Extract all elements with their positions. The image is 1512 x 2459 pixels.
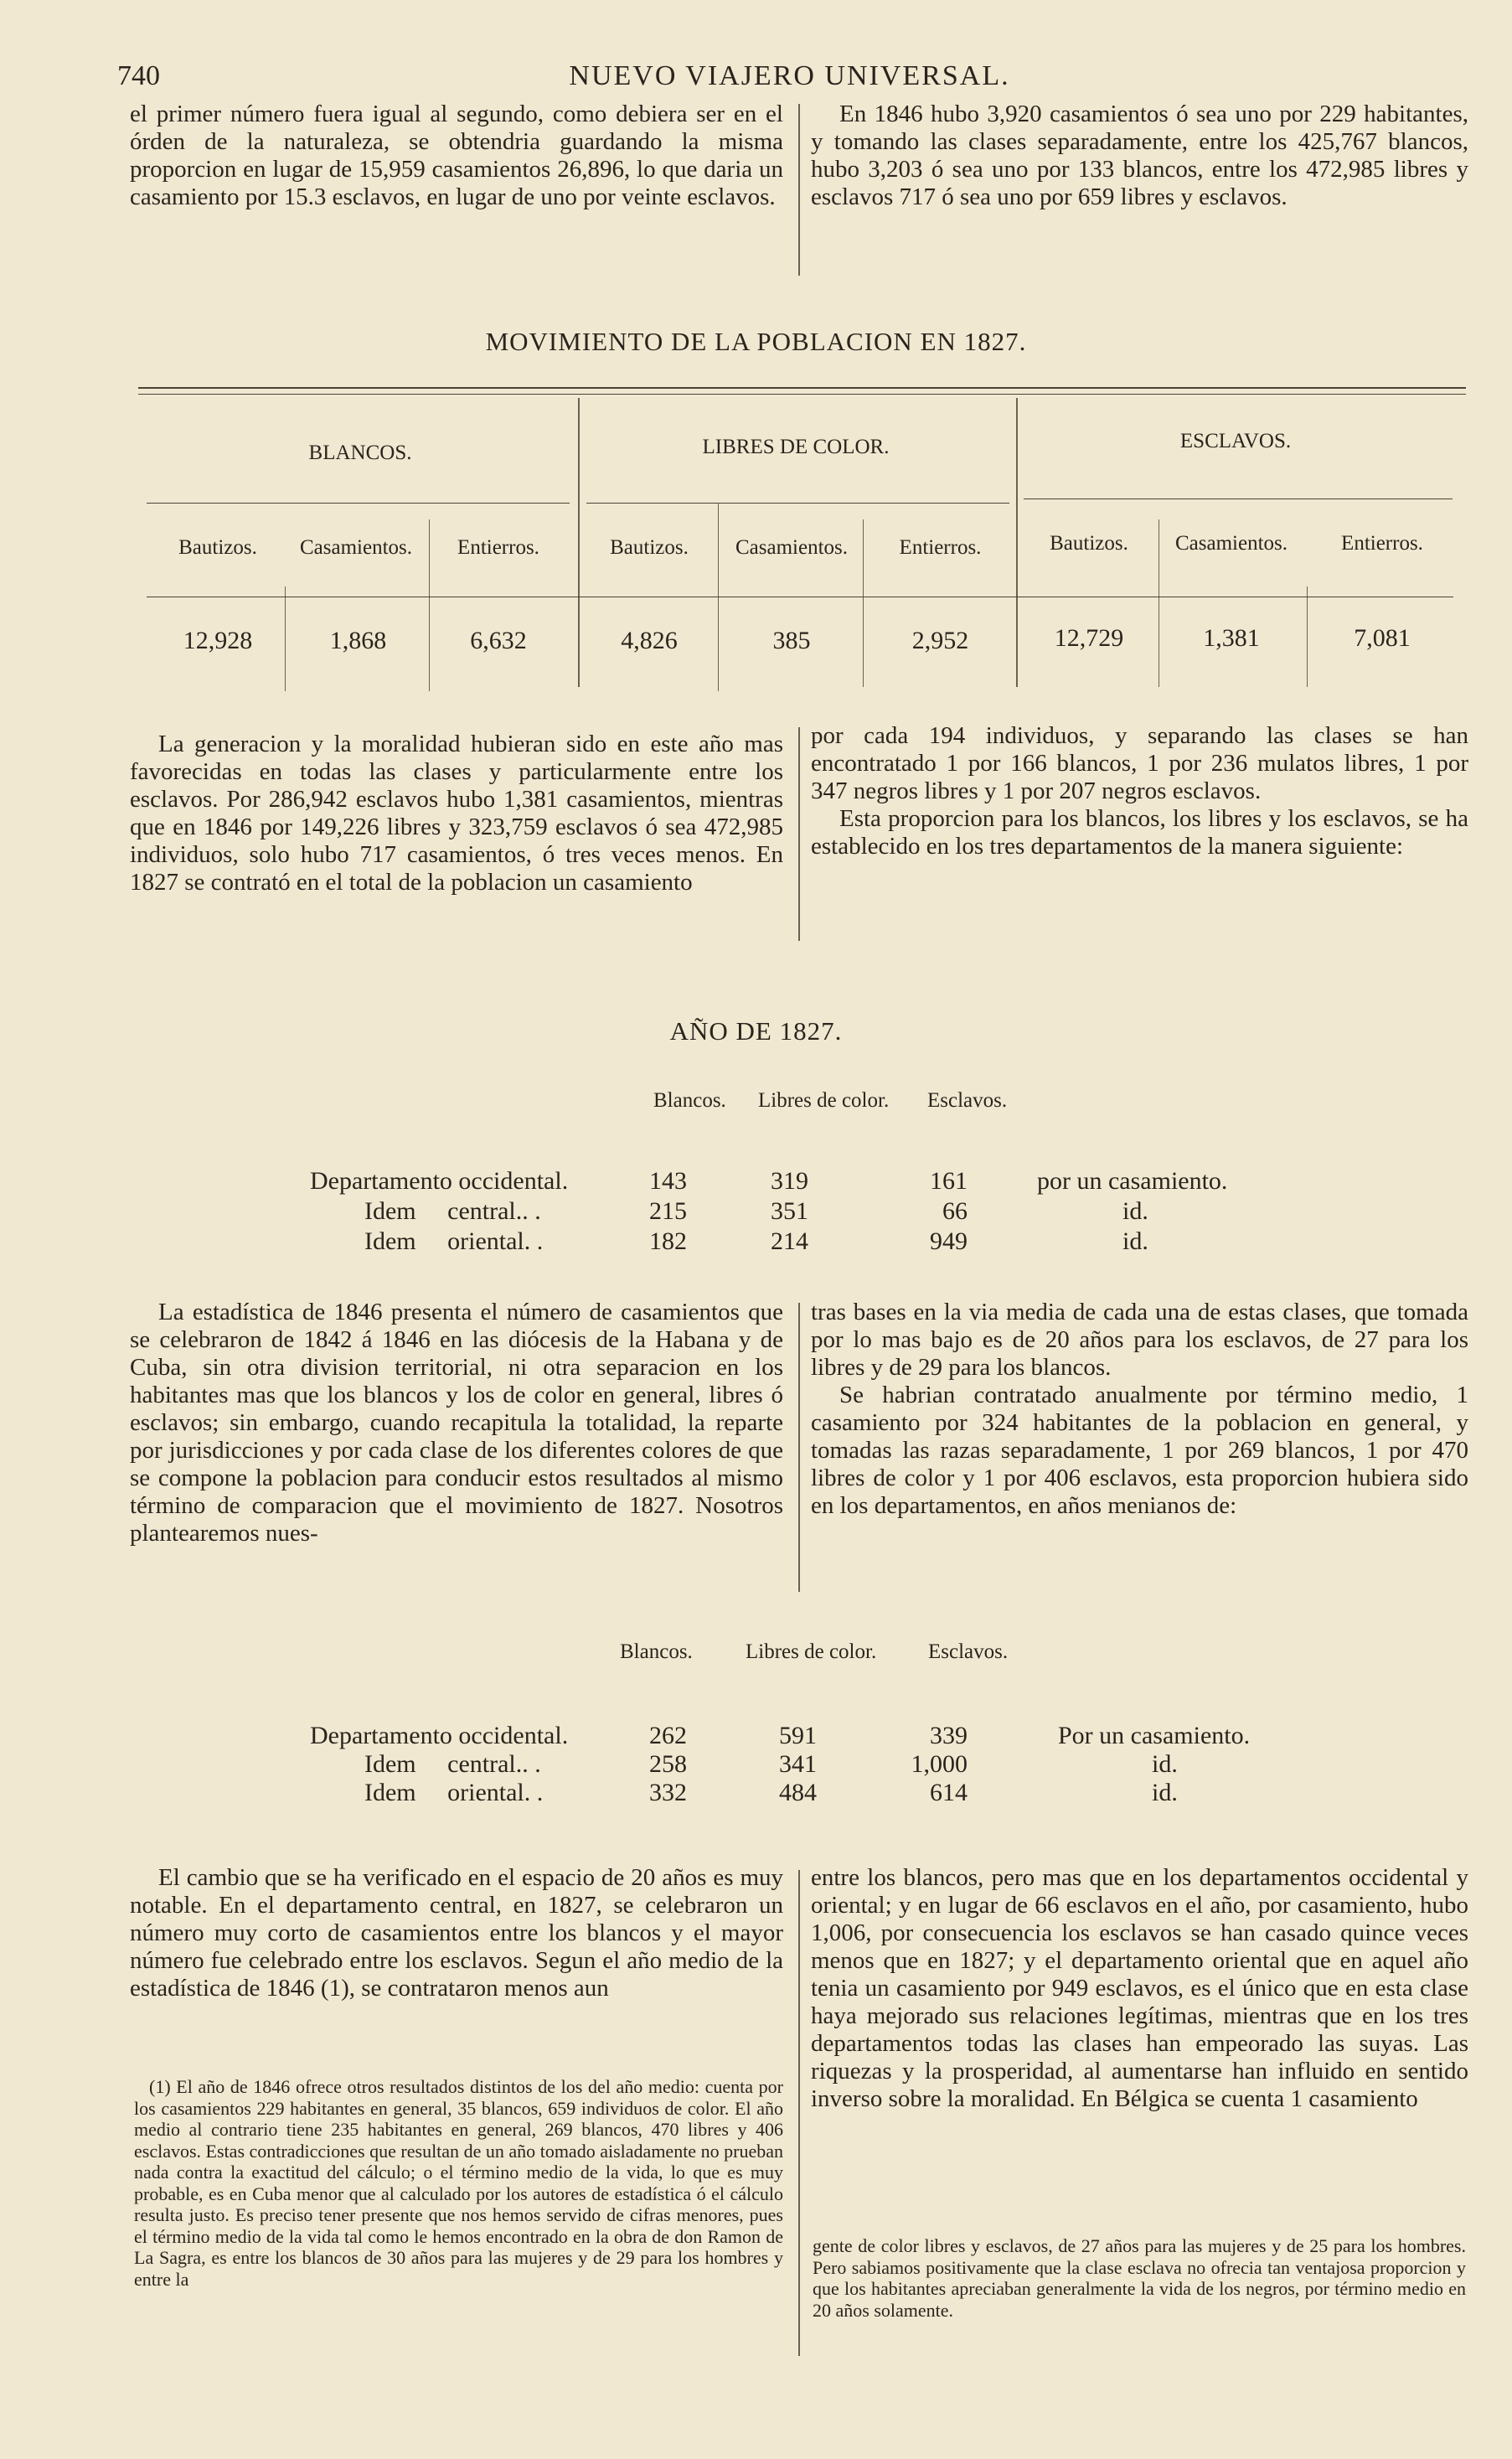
cell-blancos: 215 (649, 1197, 687, 1225)
col-head: Blancos. (620, 1640, 693, 1663)
cell-libres: 319 (771, 1167, 808, 1195)
value-cell: 1,381 (1203, 624, 1260, 652)
row-tail: por un casamiento. (1037, 1167, 1228, 1195)
row-label: Departamento occidental. (310, 1722, 569, 1749)
subhead: Bautizos. (1050, 532, 1128, 555)
page-number: 740 (117, 60, 160, 91)
group-header-libres: LIBRES DE COLOR. (702, 436, 890, 458)
paragraph: tras bases en la via media de cada una de estas clases, que tomada por lo mas bajo es de 20 años para los esclavos, de 27 para los libres y de 29 para los blancos. (811, 1299, 1468, 1381)
subhead: Entierros. (1341, 532, 1423, 555)
cell-blancos: 143 (649, 1167, 687, 1195)
table-top-rule-thin (138, 394, 1466, 395)
paragraph: El cambio que se ha verificado en el espacio de 20 años es muy notable. En el departamento central, en 1827, se celebraron un número muy corto de casamientos entre los blancos y el mayor número fue celebrado entre los esclavos. Segun el año medio de la estadística de 1846 (1), se contrataron menos aun (130, 1864, 783, 2002)
value-cell: 4,826 (621, 627, 678, 654)
subhead: Entierros. (899, 536, 982, 559)
table3-body (310, 1722, 1399, 1814)
value-cell: 385 (772, 627, 811, 654)
cell-divider (429, 519, 430, 691)
subhead: Bautizos. (610, 536, 689, 559)
subhead: Bautizos. (178, 536, 257, 559)
mid-right-column (811, 722, 1468, 860)
paragraph: por cada 194 individuos, y separando las clases se han encontratado 1 por 166 blancos, 1 por 236 mulatos libres, 1 por 347 negros libres y 1 por 207 negros esclavos. (811, 722, 1468, 804)
table-row (310, 1722, 1399, 1750)
running-title: NUEVO VIAJERO UNIVERSAL. (569, 60, 1010, 91)
row-tail: id. (1122, 1227, 1148, 1255)
cell-esclavos: 66 (942, 1197, 968, 1225)
cell-divider (863, 519, 864, 687)
paragraph: En 1846 hubo 3,920 casamientos ó sea uno por 229 habitantes, y tomando las clases separadamente, entre los 425,767 blancos, hubo 3,203 ó sea uno por 133 blancos, entre los 472,985 libres y esclavos 717 ó sea uno por 659 libres y esclavos. (811, 101, 1468, 210)
row-label: Departamento occidental. (310, 1167, 569, 1195)
cell-blancos: 332 (649, 1779, 687, 1806)
cell-divider (285, 586, 286, 691)
value-cell: 6,632 (470, 627, 527, 654)
column-rule (798, 1870, 800, 2356)
cell-libres: 484 (779, 1779, 817, 1806)
value-cell: 7,081 (1354, 624, 1411, 652)
top-left-column (130, 101, 783, 211)
row-label: Idem central.. . (364, 1197, 541, 1225)
col-head: Esclavos. (928, 1640, 1009, 1663)
cell-blancos: 182 (649, 1227, 687, 1255)
running-header (117, 60, 1462, 94)
cell-divider (1307, 586, 1308, 687)
row-tail: id. (1122, 1197, 1148, 1225)
table-row (310, 1227, 1399, 1256)
table2-title: AÑO DE 1827. (669, 1016, 843, 1046)
value-cell: 2,952 (911, 627, 969, 654)
group-rule (586, 503, 1009, 504)
table-top-rule (138, 387, 1466, 389)
row-tail: Por un casamiento. (1058, 1722, 1251, 1749)
cell-libres: 214 (771, 1227, 808, 1255)
cell-libres: 351 (771, 1197, 808, 1225)
col-head: Esclavos. (927, 1089, 1008, 1112)
subhead: Casamientos. (735, 536, 848, 559)
column-rule (798, 1303, 800, 1592)
p3-left-column (130, 1299, 783, 1547)
bottom-left-column (130, 1864, 783, 2002)
value-cell: 12,729 (1054, 624, 1124, 652)
cell-esclavos: 949 (930, 1227, 968, 1255)
col-head: Blancos. (653, 1089, 726, 1112)
subhead: Entierros. (457, 536, 539, 559)
table-row (310, 1167, 1399, 1196)
row-tail: id. (1152, 1750, 1178, 1778)
col-head: Libres de color. (746, 1640, 877, 1663)
group-divider (1016, 398, 1018, 687)
cell-libres: 591 (779, 1722, 817, 1749)
table2-body (310, 1167, 1399, 1259)
group-header-esclavos: ESCLAVOS. (1179, 430, 1292, 452)
cell-esclavos: 1,000 (911, 1750, 968, 1778)
bottom-right-column (811, 1864, 1468, 2113)
p3-right-column (811, 1299, 1468, 1520)
paragraph: Se habrian contratado anualmente por término medio, 1 casamiento por 324 habitantes de la poblacion en general, y tomadas las razas separadamente, 1 por 269 blancos, 1 por 470 libres de color y 1 por 406 esclavos, esta proporcion hubiera sido en los departamentos, en años menianos de: (811, 1382, 1468, 1519)
subhead: Casamientos. (1174, 532, 1288, 555)
cell-esclavos: 339 (930, 1722, 968, 1749)
table-row (310, 1779, 1399, 1807)
group-rule (147, 503, 570, 504)
cell-esclavos: 161 (930, 1167, 968, 1195)
subhead: Casamientos. (299, 536, 412, 559)
paragraph: La generacion y la moralidad hubieran sido en este año mas favorecidas en todas las clases y particularmente entre los esclavos. Por 286,942 esclavos hubo 1,381 casamientos, mientras que en 1846 por 149,226 libres y 323,759 esclavos ó sea 472,985 individuos, solo hubo 717 casamientos, ó tres veces menos. En 1827 se contrató en el total de la poblacion un casamiento (130, 731, 783, 896)
cell-blancos: 262 (649, 1722, 687, 1749)
footnote: gente de color libres y esclavos, de 27 años para las mujeres y de 25 para los hombres. Pero sabiamos positivamente que la clase esclava no ofrecia tan ventajosa proporcion y que los habitantes apreciaban generalmente la vida de los negros, por término medio en 20 años solamente. (813, 2235, 1466, 2321)
table-row (310, 1750, 1399, 1779)
row-label: Idem oriental. . (364, 1227, 544, 1255)
value-cell: 12,928 (183, 627, 253, 654)
col-head: Libres de color. (758, 1089, 890, 1112)
cell-esclavos: 614 (930, 1779, 968, 1806)
mid-left-column (130, 731, 783, 896)
column-rule (798, 104, 800, 276)
value-cell: 1,868 (329, 627, 387, 654)
row-label: Idem oriental. . (364, 1779, 544, 1806)
paragraph: Esta proporcion para los blancos, los libres y los esclavos, se ha establecido en los tres departamentos de la manera siguiente: (811, 805, 1468, 860)
cell-libres: 341 (779, 1750, 817, 1778)
footnote-right (813, 2235, 1466, 2321)
footnote: (1) El año de 1846 ofrece otros resultados distintos de los del año medio: cuenta por los casamientos 229 habitantes en general, 35 blancos, 659 individuos de color. El año medio al contrario tiene 235 habitantes en general, 269 blancos, 470 libres y 406 esclavos. Estas contradicciones que resultan de un año tomado aisladamente no prueban nada contra la exactitud del cálculo; o el término medio de la vida, lo que es muy probable, es en Cuba menor que al calculado por los autores de estadística ó el cálculo resulta justo. Es preciso tener presente que nos hemos servido de cifras menores, pues el término medio de la vida tal como le hemos encontrado en la obra de don Ramon de La Sagra, es entre los blancos de 30 años para las mujeres y de 29 para los hombres y entre la (134, 2076, 783, 2290)
paragraph: La estadística de 1846 presenta el número de casamientos que se celebraron de 1842 á 1846 en las diócesis de la Habana y de Cuba, sin otra division territorial, ni otra separacion en los habitantes mas que los blancos y los de color en general, libres ó esclavos; sin embargo, cuando recapitula la totalidad, la reparte por jurisdicciones y por cada clase de los diferentes colores de que se compone la poblacion para conducir estos resultados al mismo término de comparacion que el movimiento de 1827. Nosotros plantearemos nues- (130, 1299, 783, 1547)
table1-title: MOVIMIENTO DE LA POBLACION EN 1827. (485, 327, 1027, 356)
group-header-blancos: BLANCOS. (308, 442, 412, 464)
row-label: Idem central.. . (364, 1750, 541, 1778)
footnote-left (134, 2076, 783, 2290)
paragraph: el primer número fuera igual al segundo, como debiera ser en el órden de la naturaleza, se obtendria guardando la misma proporcion en lugar de 15,959 casamientos 26,896, lo que daria un casamiento por 15.3 esclavos, en lugar de uno por veinte esclavos. (130, 101, 783, 210)
column-rule (798, 727, 800, 941)
paragraph: entre los blancos, pero mas que en los departamentos occidental y oriental; y en lugar de 66 esclavos en el año, por casamiento, hubo 1,006, por consecuencia los esclavos se han casado quince veces menos que en 1827; y el departamento oriental que en aquel año tenia un casamiento por 949 esclavos, es el único que en esta clase haya mejorado sus relaciones legítimas, mientras que en los tres departamentos todas las clases han empeorado las suyas. Las riquezas y la prosperidad, al aumentarse han influido en sentido inverso sobre la moralidad. En Bélgica se cuenta 1 casamiento (811, 1864, 1468, 2112)
table-row (310, 1197, 1399, 1226)
row-tail: id. (1152, 1779, 1178, 1806)
top-right-column (811, 101, 1468, 211)
cell-blancos: 258 (649, 1750, 687, 1778)
group-divider (578, 398, 580, 687)
